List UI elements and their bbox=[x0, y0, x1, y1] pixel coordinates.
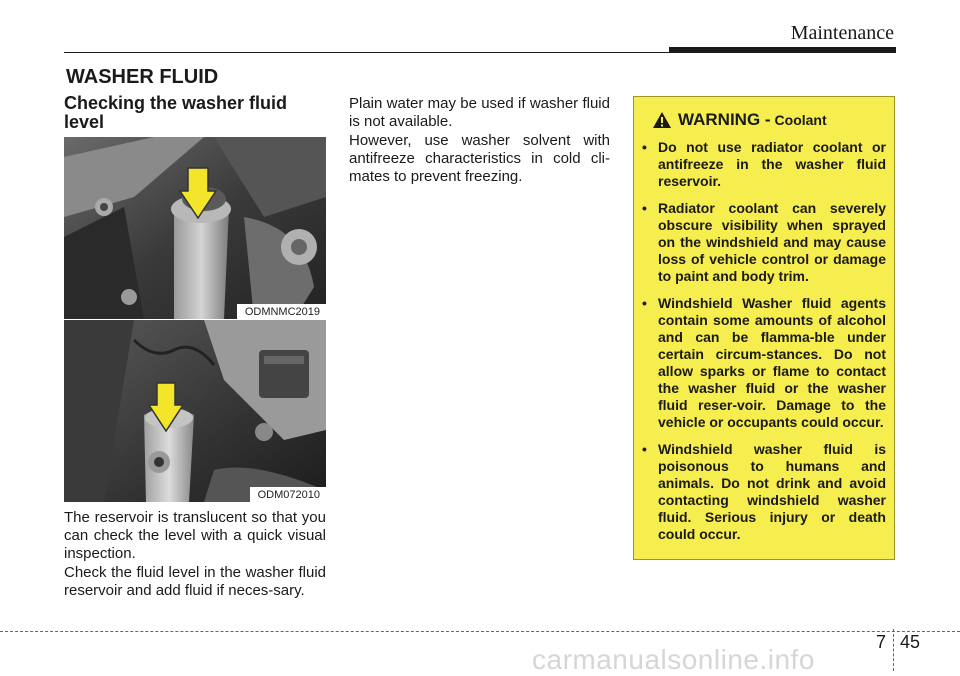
warning-item: • Do not use radiator coolant or antifreeze in the washer fluid reservoir. bbox=[642, 139, 886, 189]
figure-b-code: ODM072010 bbox=[250, 487, 326, 502]
chapter-title: Maintenance bbox=[790, 22, 894, 44]
body-paragraph: Plain water may be used if washer fluid is not available. bbox=[349, 95, 610, 130]
warning-triangle-icon bbox=[652, 111, 672, 129]
page-chapter: 7 bbox=[875, 632, 886, 652]
watermark: carmanualsonline.info bbox=[532, 644, 815, 675]
warning-item: • Radiator coolant can severely obscure visibility when sprayed on the windshield and may cause loss of vehicle control or damage to paint and body trim. bbox=[642, 200, 886, 284]
figure-a-photo bbox=[64, 137, 326, 319]
body-paragraph: However, use washer solvent with antifreeze characteristics in cold cli-mates to prevent freezing. bbox=[349, 132, 610, 185]
figure-b-photo bbox=[64, 320, 326, 502]
page-number: 45 bbox=[900, 632, 921, 652]
footer-divider bbox=[893, 629, 894, 671]
yellow-down-arrow-icon bbox=[148, 382, 184, 432]
section-title: WASHER FLUID bbox=[66, 66, 219, 88]
header-rule-bold bbox=[669, 47, 896, 53]
warning-box bbox=[633, 96, 895, 560]
warning-topic: Coolant bbox=[774, 112, 827, 128]
section-subtitle: Checking the washer fluid level bbox=[64, 93, 288, 132]
body-paragraph: Check the fluid level in the washer fluid reservoir and add fluid if neces-sary. bbox=[64, 564, 326, 599]
footer-rule bbox=[0, 631, 960, 632]
body-paragraph: The reservoir is translucent so that you can check the level with a quick visual inspection. bbox=[64, 509, 326, 562]
warning-item: • Windshield Washer fluid agents contain some amounts of alcohol and can be flamma-ble under certain circum-stances. Do not allow sparks or flame to contact the washer fluid or the washer fluid reser-voir. Damage to the vehicle or occupants could occur. bbox=[642, 295, 886, 430]
header-rule bbox=[64, 52, 669, 53]
warning-word: WARNING - bbox=[678, 110, 771, 129]
warning-item: • Windshield washer fluid is poisonous to humans and animals. Do not drink and avoid contacting windshield washer fluid. Serious injury or death could occur. bbox=[642, 441, 886, 542]
warning-header bbox=[652, 110, 827, 130]
yellow-down-arrow-icon bbox=[179, 167, 217, 219]
warning-list bbox=[642, 139, 886, 553]
figure-a-code: ODMNMC2019 bbox=[237, 304, 326, 319]
